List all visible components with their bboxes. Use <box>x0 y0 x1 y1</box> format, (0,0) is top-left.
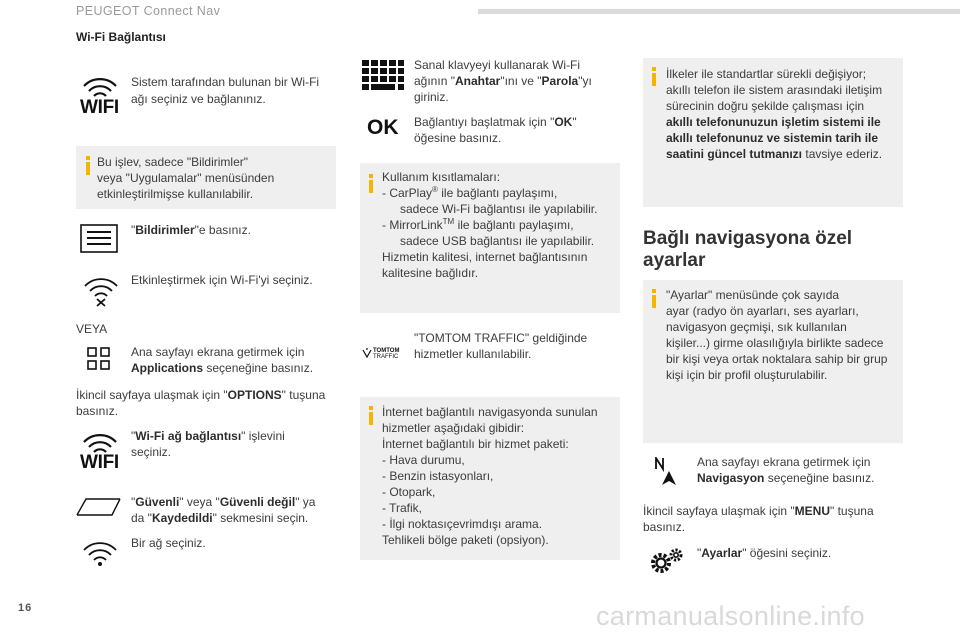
running-header: PEUGEOT Connect Nav <box>76 4 221 18</box>
section-heading-connected-nav: Bağlı navigasyona özel <box>643 228 853 249</box>
ok-line: Bağlantıyı başlatmak için "OK" <box>414 115 577 129</box>
info-line: etkinleştirilmişse kullanılabilir. <box>97 187 254 201</box>
secondary-page-line: basınız. <box>76 404 119 418</box>
secure-tabs-line: da "Kaydedildi" sekmesini seçin. <box>131 511 309 525</box>
limits-line: - MirrorLink™ ile bağlantı paylaşımı, <box>382 217 574 232</box>
services-item: - Trafik, <box>382 501 423 515</box>
settings-gears-icon <box>647 547 685 582</box>
wifi-wordmark: WIFI <box>80 97 119 118</box>
keyboard-icon <box>362 60 404 97</box>
step-notifications: "Bildirimler"e basınız. <box>131 223 251 237</box>
notifications-list-icon <box>80 224 120 259</box>
tip-line: akıllı telefonunuz ve sistemin tarih ile <box>666 131 879 145</box>
menu-line: basınız. <box>643 520 686 534</box>
nav-line: Ana sayfayı ekrana getirmek için <box>697 455 871 469</box>
tip-line: İlkeler ile standartlar sürekli değişiyor; <box>666 67 867 81</box>
services-item: - İlgi noktasıçevrimdışı arama. <box>382 517 543 531</box>
tab-shape-icon <box>76 497 122 522</box>
page-number: 16 <box>18 602 33 614</box>
ok-line: öğesine basınız. <box>414 131 502 145</box>
keyboard-line: Sanal klavyeyi kullanarak Wi-Fi <box>414 58 581 72</box>
navigation-compass-icon <box>654 457 680 492</box>
services-line: hizmetler aşağıdaki gibidir: <box>382 421 525 435</box>
limits-line: kalitesine bağlıdır. <box>382 266 479 280</box>
tomtom-logo-text: TRAFFIC <box>373 354 399 360</box>
wifi-network-connection-line: "Wi-Fi ağ bağlantısı" işlevini <box>131 429 285 443</box>
wifi-signal-icon <box>82 541 118 572</box>
settings-info-line: "Ayarlar" menüsünde çok sayıda <box>666 288 840 302</box>
wifi-select-text: Sistem tarafından bulunan bir Wi-Fi ağı seçiniz ve bağlanınız. <box>131 75 320 106</box>
section-heading-wifi: Wi-Fi Bağlantısı <box>76 30 166 44</box>
keyboard-line: ağının "Anahtar"ını ve "Parola"yı <box>414 74 592 88</box>
step-settings: "Ayarlar" öğesini seçiniz. <box>697 546 832 560</box>
nav-line: Navigasyon seçeneğine basınız. <box>697 471 875 485</box>
secondary-page-line: İkincil sayfaya ulaşmak için "OPTIONS" tuşuna <box>76 388 326 402</box>
settings-info-line: navigasyon geçmişi, sık kullanılan <box>666 320 847 334</box>
step-enable-wifi: Etkinleştirmek için Wi-Fi'yi seçiniz. <box>131 273 313 287</box>
limits-title: Kullanım kısıtlamaları: <box>382 170 501 184</box>
info-icon <box>86 162 90 175</box>
info-line: veya "Uygulamalar" menüsünden <box>97 171 275 185</box>
limits-line: sadece USB bağlantısı ile yapılabilir. <box>400 234 595 248</box>
section-heading-connected-nav: ayarlar <box>643 250 706 271</box>
settings-info-line: kişiler...) girme olasılığıyla birlikte sadece <box>666 336 884 350</box>
settings-info-line: kişi için bir profil oluşturulabilir. <box>666 368 828 382</box>
info-icon <box>652 73 656 86</box>
services-line: İnternet bağlantılı bir hizmet paketi: <box>382 437 569 451</box>
info-icon <box>652 295 656 308</box>
settings-info-line: ayar (radyo ön ayarları, ses ayarları, <box>666 304 859 318</box>
limits-line: sadece Wi-Fi bağlantısı ile yapılabilir. <box>400 202 598 216</box>
settings-info-line: bir kişi veya ortak noktalara sahip bir grup <box>666 352 888 366</box>
keyboard-line: giriniz. <box>414 90 449 104</box>
info-line: Bu işlev, sadece "Bildirimler" <box>97 155 249 169</box>
wifi-wordmark: WIFI <box>80 452 119 473</box>
services-item: - Benzin istasyonları, <box>382 469 494 483</box>
info-icon <box>369 180 373 193</box>
services-item: - Otopark, <box>382 485 436 499</box>
tomtom-line: hizmetler kullanılabilir. <box>414 347 532 361</box>
applications-grid-icon <box>87 347 111 376</box>
secure-tabs-line: "Güvenli" veya "Güvenli değil" ya <box>131 495 316 509</box>
wifi-network-connection-line: seçiniz. <box>131 445 172 459</box>
menu-line: İkincil sayfaya ulaşmak için "MENU" tuşuna <box>643 504 874 518</box>
services-line: İnternet bağlantılı navigasyonda sunulan <box>382 405 598 419</box>
limits-line: Hizmetin kalitesi, internet bağlantısının <box>382 250 588 264</box>
wifi-settings-icon <box>82 275 120 312</box>
tomtom-traffic-logo <box>362 347 408 366</box>
home-line: Ana sayfayı ekrana getirmek için <box>131 345 305 359</box>
or-label: VEYA <box>76 322 108 336</box>
services-item: - Hava durumu, <box>382 453 465 467</box>
step-select-network: Bir ağ seçiniz. <box>131 536 206 550</box>
services-line: Tehlikeli bölge paketi (opsiyon). <box>382 533 549 547</box>
header-rule <box>478 9 960 14</box>
tomtom-line: "TOMTOM TRAFFIC" geldiğinde <box>414 331 588 345</box>
limits-line: - CarPlay® ile bağlantı paylaşımı, <box>382 185 558 200</box>
home-line: Applications seçeneğine basınız. <box>131 361 314 375</box>
ok-icon: OK <box>367 116 399 139</box>
tomtom-logo-text: TOMTOM <box>373 348 400 354</box>
tip-line: akıllı telefonunuzun işletim sistemi ile <box>666 115 881 129</box>
watermark-text: carmanualsonline.info <box>596 601 865 631</box>
info-icon <box>369 412 373 425</box>
tip-line: sürecinin doğru şekilde çalışması için <box>666 99 865 113</box>
tip-line: saatini güncel tutmanızı tavsiye ederiz. <box>666 147 883 161</box>
tip-line: akıllı telefon ile sistem arasındaki iletişim <box>666 83 883 97</box>
